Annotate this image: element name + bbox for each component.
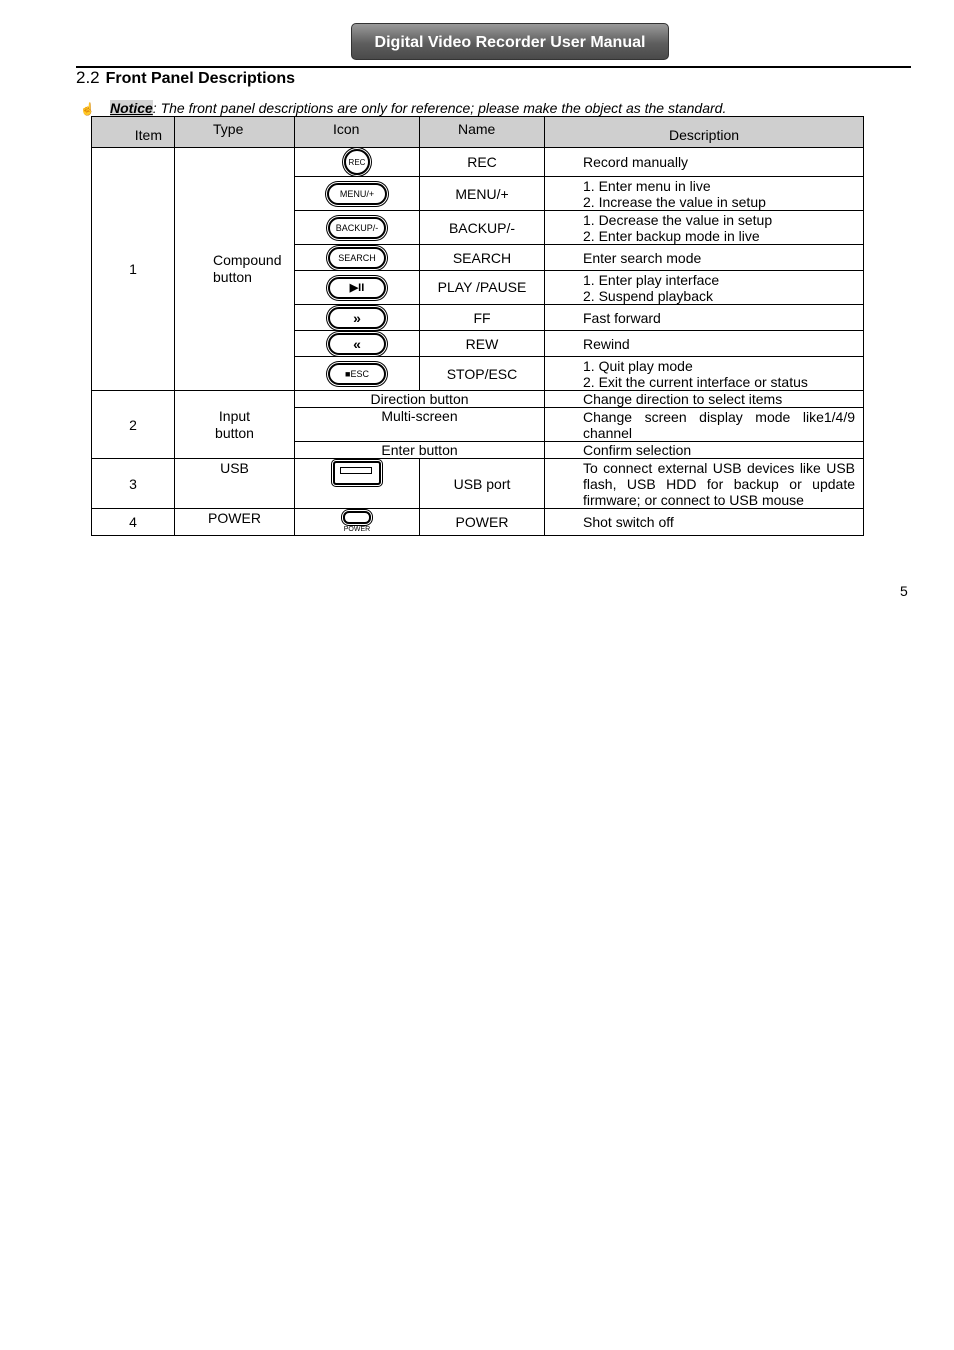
name-stop-esc: STOP/ESC: [420, 357, 545, 391]
desc-stop-esc: 1. Quit play mode 2. Exit the current interface or status: [545, 357, 864, 391]
fast-forward-icon: »: [328, 307, 386, 329]
icon-cell: [295, 305, 420, 331]
item-4: 4: [92, 509, 175, 536]
desc-backup: 1. Decrease the value in setup 2. Enter backup mode in live: [545, 211, 864, 245]
icon-cell: [295, 331, 420, 357]
rewind-icon: «: [328, 333, 386, 355]
item-1: 1: [92, 148, 175, 391]
notice-label: Notice: [110, 100, 153, 116]
section-title: Front Panel Descriptions: [105, 70, 296, 87]
notice-text: : The front panel descriptions are only for reference; please make the object as the standard.: [152, 100, 727, 116]
name-usb-port: USB port: [420, 459, 545, 509]
item-2: 2: [92, 391, 175, 459]
desc-multi-screen: Change screen display mode like1/4/9 channel: [545, 408, 864, 442]
desc-search: Enter search mode: [545, 245, 864, 271]
front-panel-table: [91, 116, 864, 536]
section-heading: [76, 68, 295, 88]
icon-cell: [295, 177, 420, 211]
header-item: Item: [92, 117, 175, 148]
icon-cell: [295, 245, 420, 271]
desc-usb-port: To connect external USB devices like USB flash, USB HDD for backup or update firmware; or connect to USB mouse: [545, 459, 864, 509]
name-search: SEARCH: [420, 245, 545, 271]
table-row: [92, 391, 864, 408]
desc-menu: 1. Enter menu in live 2. Increase the value in setup: [545, 177, 864, 211]
page-number: 5: [900, 583, 908, 599]
hand-pointer-icon: ☝: [80, 102, 95, 117]
desc-enter-button: Confirm selection: [545, 442, 864, 459]
table-row: [92, 459, 864, 509]
notice-line: [80, 100, 726, 116]
desc-direction-button: Change direction to select items: [545, 391, 864, 408]
header-name: Name: [420, 117, 545, 148]
name-enter-button: Enter button: [295, 442, 545, 459]
icon-cell: [295, 148, 420, 177]
icon-cell: [295, 271, 420, 305]
type-compound-button: Compound button: [175, 148, 295, 391]
search-button-icon: SEARCH: [328, 247, 386, 269]
icon-cell: [295, 509, 420, 536]
name-multi-screen: Multi-screen: [295, 408, 545, 442]
name-rew: REW: [420, 331, 545, 357]
menu-button-icon: MENU/+: [327, 183, 387, 205]
section-number: 2.2: [76, 68, 100, 87]
icon-cell: [295, 459, 420, 509]
desc-rec: Record manually: [545, 148, 864, 177]
table-header-row: [92, 117, 864, 148]
power-icon-label: POWER: [343, 525, 371, 533]
name-ff: FF: [420, 305, 545, 331]
name-backup: BACKUP/-: [420, 211, 545, 245]
icon-cell: [295, 357, 420, 391]
desc-ff: Fast forward: [545, 305, 864, 331]
table-row: [92, 509, 864, 536]
name-power: POWER: [420, 509, 545, 536]
play-pause-icon: ▶II: [328, 277, 386, 299]
power-button-icon: [343, 511, 371, 524]
type-power: POWER: [175, 509, 295, 536]
name-play-pause: PLAY /PAUSE: [420, 271, 545, 305]
type-usb: USB: [175, 459, 295, 509]
icon-cell: [295, 211, 420, 245]
desc-power: Shot switch off: [545, 509, 864, 536]
rec-button-icon: REC: [344, 149, 370, 175]
stop-esc-icon: ■ESC: [328, 363, 386, 385]
name-rec: REC: [420, 148, 545, 177]
type-input-button: Input button: [175, 391, 295, 459]
backup-button-icon: BACKUP/-: [328, 217, 386, 239]
name-direction-button: Direction button: [295, 391, 545, 408]
header-type: Type: [175, 117, 295, 148]
name-menu: MENU/+: [420, 177, 545, 211]
table-row: [92, 148, 864, 177]
item-3: 3: [92, 459, 175, 509]
header-description: Description: [545, 117, 864, 148]
desc-play-pause: 1. Enter play interface 2. Suspend playback: [545, 271, 864, 305]
desc-rew: Rewind: [545, 331, 864, 357]
header-icon: Icon: [295, 117, 420, 148]
usb-port-icon: [333, 461, 381, 485]
manual-title-badge: Digital Video Recorder User Manual: [351, 23, 669, 60]
